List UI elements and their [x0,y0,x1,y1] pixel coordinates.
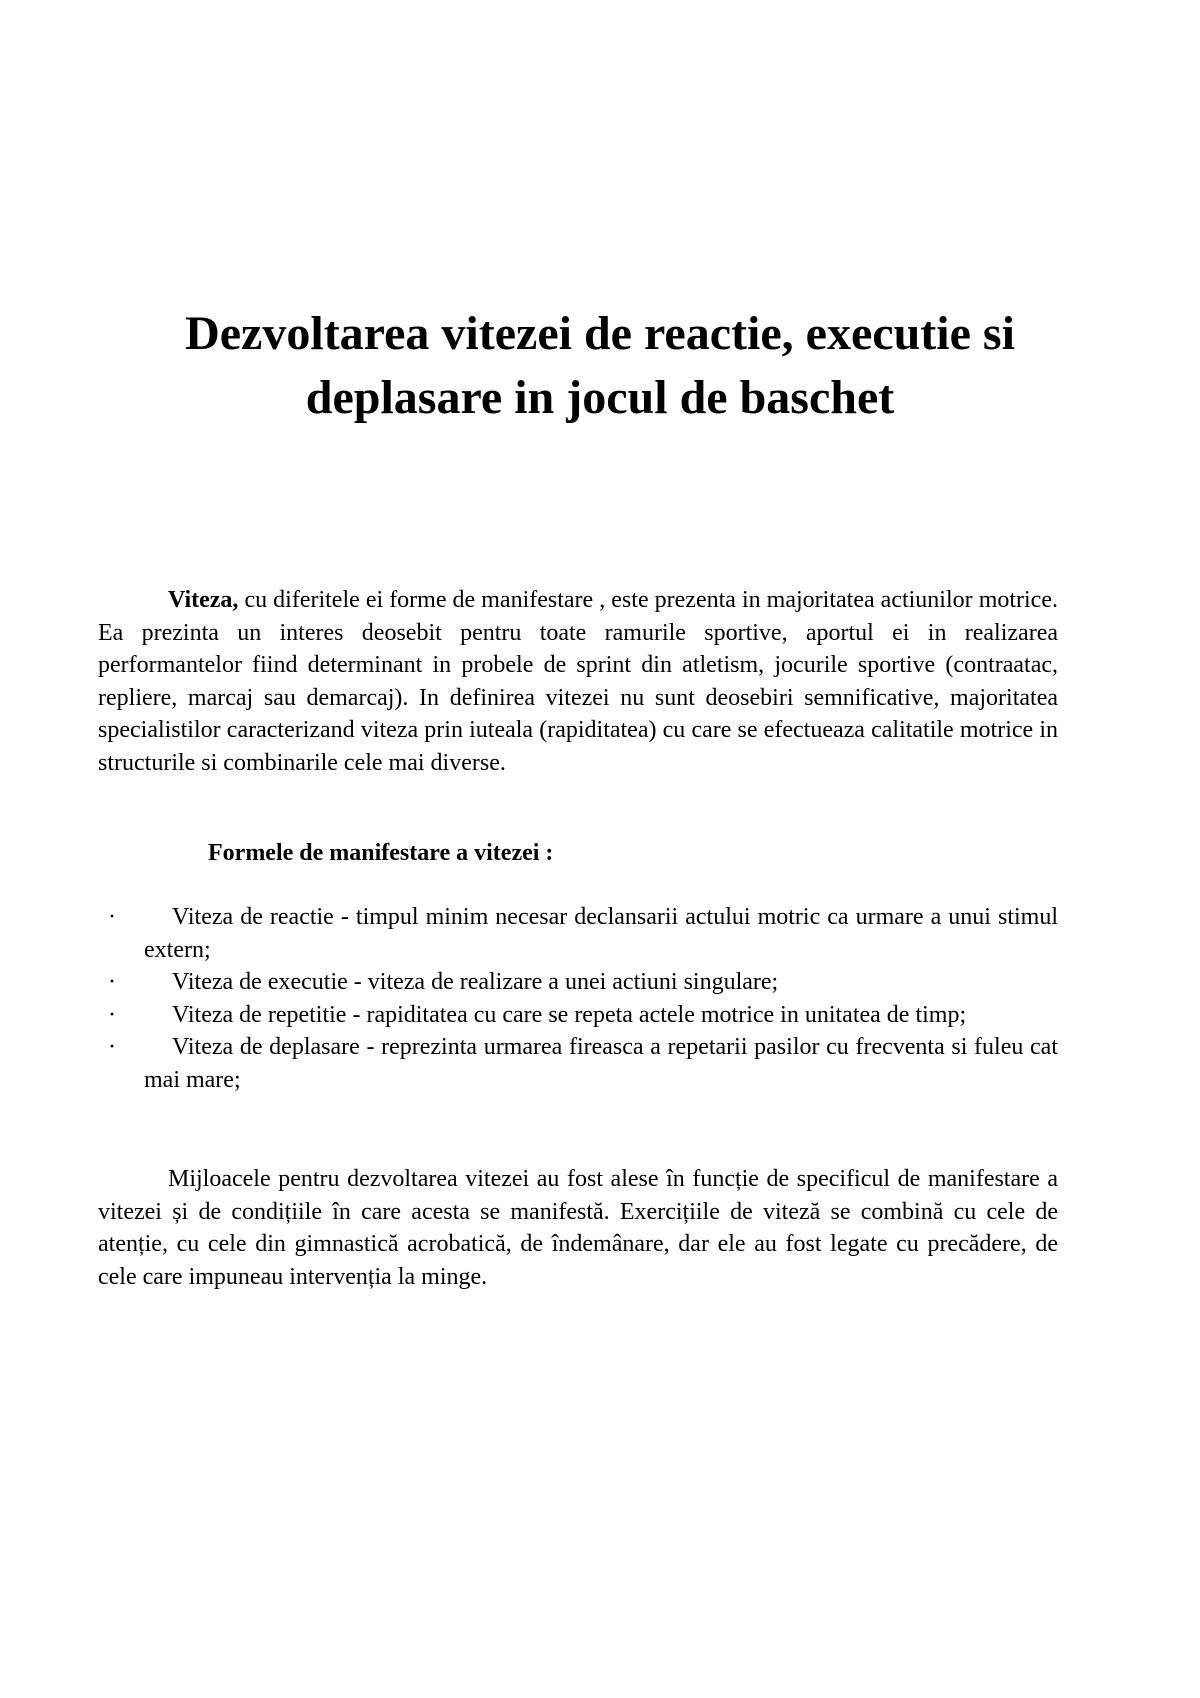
forms-list [0,901,1200,1096]
closing-paragraph: Mijloacele pentru dezvoltarea vitezei au fost alese în funcție de specificul de manifestare a vitezei și de condițiile în care acesta se manifestă. Exercițiile de viteză se combină cu cele de atenție, cu cele din gimnastică acrobatică, de îndemânare, dar ele au fost legate cu precădere, de cele care impuneau intervenția la minge. [98,1166,1058,1290]
forms-heading: Formele de manifestare a vitezei : [208,840,554,866]
list-item-text: Viteza de repetitie - rapiditatea cu care se repeta actele motrice in unitatea de timp; [172,1001,967,1028]
intro-text: cu diferitele ei forme de manifestare , este prezenta in majoritatea actiunilor motrice. Ea prezinta un interes deosebit pentru toate ramurile sportive, aportul ei in realizarea performantelor fiind determinant in probele de sprint din atletism, jocurile sportive (contraatac, repliere, marcaj sau demarcaj). In definirea vitezei nu sunt deosebiri semnificative, majoritatea specialistilor caracterizand viteza prin iuteala (rapiditatea) cu care se efectueaza calitatile motrice in structurile si combinarile cele mai diverse. [98,587,1058,776]
bullet-icon: · [108,1034,116,1060]
list-item-text: Viteza de executie - viteza de realizare a unei actiuni singulare; [172,969,779,995]
list-item-text: Viteza de reactie - timpul minim necesar declansarii actului motric ca urmare a unui stimul extern; [144,904,1058,963]
title-line-2: deplasare in jocul de baschet [305,371,895,424]
bullet-icon: · [108,969,116,995]
list-item [0,999,1200,1032]
document-title [100,302,1100,430]
title-line-1: Dezvoltarea vitezei de reactie, executie si [185,307,1015,360]
bullet-icon: · [108,1001,116,1028]
list-item-text: Viteza de deplasare - reprezinta urmarea fireasca a repetarii pasilor cu frecventa si fuleu cat mai mare; [144,1034,1058,1093]
list-item [0,901,1200,966]
list-item [0,1031,1200,1096]
bullet-icon: · [108,904,116,930]
intro-term: Viteza, [168,587,239,613]
list-item [0,966,1200,999]
intro-paragraph [98,584,1058,779]
